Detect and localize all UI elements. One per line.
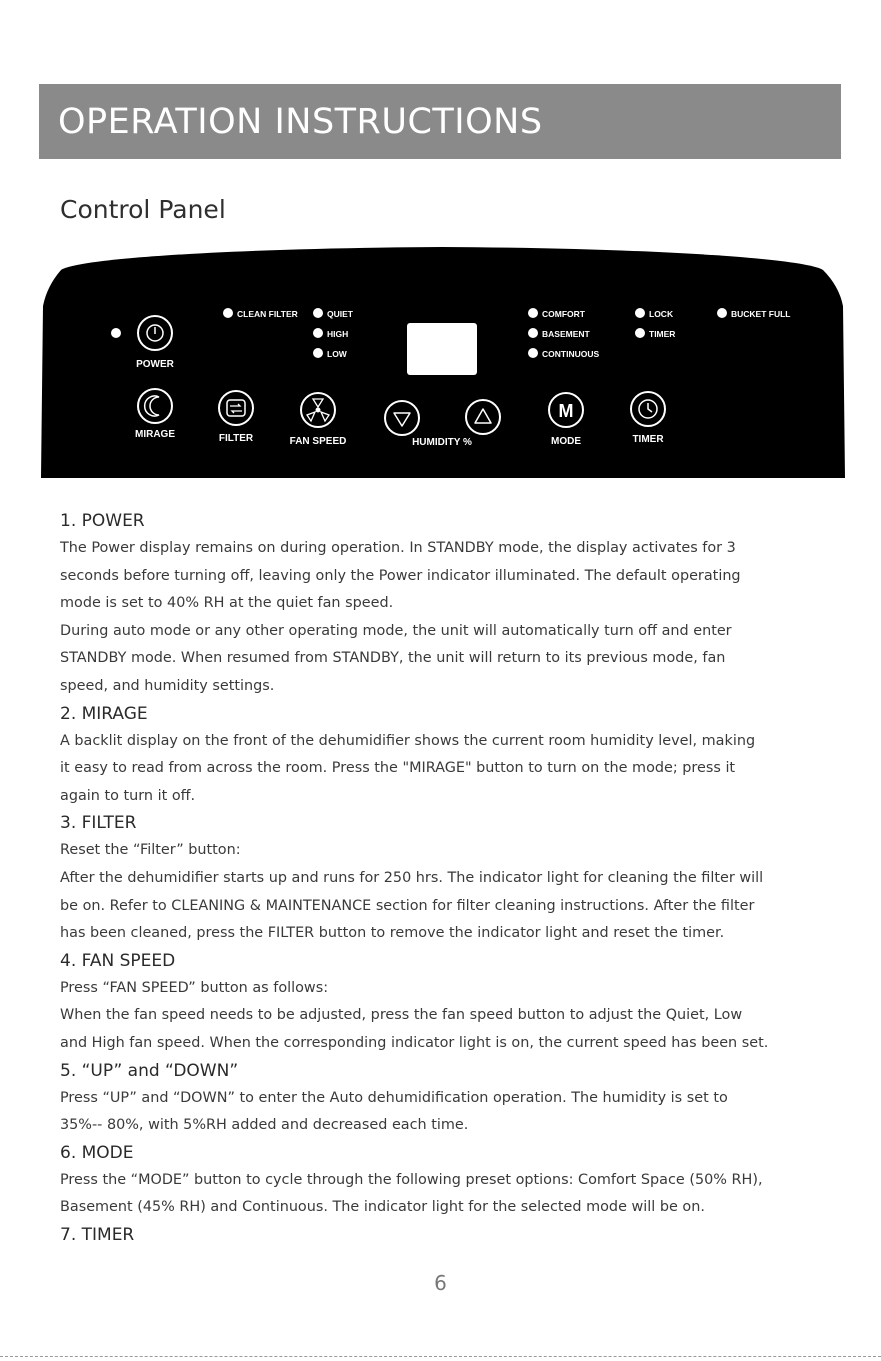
fan-speed-line: Press “FAN SPEED” button as follows:	[60, 979, 329, 996]
indicator-quiet	[313, 308, 354, 319]
page-number: 6	[434, 1271, 447, 1295]
up-down-line: 35%-- 80%, with 5%RH added and decreased each time.	[60, 1117, 469, 1134]
svg-text:MODE: MODE	[551, 436, 581, 447]
indicator-low	[313, 348, 348, 359]
svg-text:QUIET: QUIET	[327, 309, 353, 319]
instructions-content	[60, 508, 840, 1249]
fan-speed-line: When the fan speed needs to be adjusted, press the fan speed button to adjust the Quiet, Low	[60, 1007, 743, 1024]
mirage-line: A backlit display on the front of the dehumidifier shows the current room humidity level, making	[60, 732, 756, 749]
humidity-label: HUMIDITY %	[412, 437, 472, 448]
filter-line: Reset the “Filter” button:	[60, 842, 241, 859]
up-down-heading: 5. “UP” and “DOWN”	[60, 1060, 239, 1081]
svg-text:COMFORT: COMFORT	[542, 309, 585, 319]
m-icon: M	[558, 401, 574, 421]
svg-text:TIMER: TIMER	[632, 434, 664, 445]
humidity-display-screen	[407, 323, 477, 375]
svg-text:BUCKET FULL: BUCKET FULL	[731, 309, 791, 319]
fan-speed-line: and High fan speed. When the corresponding indicator light is on, the current speed has been set.	[60, 1034, 769, 1051]
timer-heading: 7. TIMER	[60, 1224, 135, 1245]
power-heading: 1. POWER	[60, 511, 145, 531]
header-banner	[39, 84, 841, 159]
mode-line: Basement (45% RH) and Continuous. The indicator light for the selected mode will be on.	[60, 1199, 705, 1216]
footer-divider	[0, 1356, 881, 1357]
mode-heading: 6. MODE	[60, 1142, 134, 1163]
power-line: seconds before turning off, leaving only the Power indicator illuminated. The default operating	[60, 567, 741, 584]
mirage-button[interactable]	[135, 389, 175, 440]
filter-line: be on. Refer to CLEANING & MAINTENANCE section for filter cleaning instructions. After the filter	[60, 897, 755, 914]
section-title: Control Panel	[60, 195, 226, 224]
power-line: mode is set to 40% RH at the quiet fan speed.	[60, 595, 394, 612]
power-indicator-dot	[111, 328, 121, 338]
svg-text:HIGH: HIGH	[327, 329, 349, 339]
mirage-heading: 2. MIRAGE	[60, 703, 148, 724]
svg-text:CONTINUOUS: CONTINUOUS	[542, 349, 600, 359]
mirage-line: it easy to read from across the room. Press the "MIRAGE" button to turn on the mode; press it	[60, 760, 736, 777]
svg-text:CLEAN FILTER: CLEAN FILTER	[237, 309, 298, 319]
filter-heading: 3. FILTER	[60, 813, 137, 834]
filter-line: After the dehumidifier starts up and runs for 250 hrs. The indicator light for cleaning the filter will	[60, 869, 764, 886]
svg-text:FILTER: FILTER	[218, 433, 254, 444]
indicator-high	[313, 328, 348, 339]
svg-text:BASEMENT: BASEMENT	[542, 329, 590, 339]
svg-text:POWER: POWER	[136, 359, 174, 370]
up-down-line: Press “UP” and “DOWN” to enter the Auto dehumidification operation. The humidity is set to	[60, 1089, 728, 1106]
page-title: OPERATION INSTRUCTIONS	[58, 102, 543, 142]
control-panel-illustration	[39, 246, 845, 478]
power-line: During auto mode or any other operating mode, the unit will automatically turn off and enter	[60, 622, 732, 639]
svg-text:LOW: LOW	[327, 349, 347, 359]
power-line: STANDBY mode. When resumed from STANDBY, the unit will return to its previous mode, fan	[60, 650, 726, 667]
fan-speed-heading: 4. FAN SPEED	[60, 950, 176, 971]
power-line: The Power display remains on during operation. In STANDBY mode, the display activates for 3	[60, 540, 736, 556]
svg-text:TIMER: TIMER	[649, 329, 676, 339]
filter-line: has been cleaned, press the FILTER button to remove the indicator light and reset the timer.	[60, 925, 725, 942]
svg-text:LOCK: LOCK	[649, 309, 674, 319]
power-line: speed, and humidity settings.	[60, 677, 275, 694]
svg-text:FAN SPEED: FAN SPEED	[289, 436, 347, 447]
indicator-timer	[635, 328, 675, 339]
mirage-line: again to turn it off.	[60, 787, 196, 804]
svg-text:MIRAGE: MIRAGE	[135, 429, 175, 440]
indicator-lock	[635, 308, 674, 319]
mode-line: Press the “MODE” button to cycle through the following preset options: Comfort Space (50% RH),	[60, 1171, 763, 1188]
